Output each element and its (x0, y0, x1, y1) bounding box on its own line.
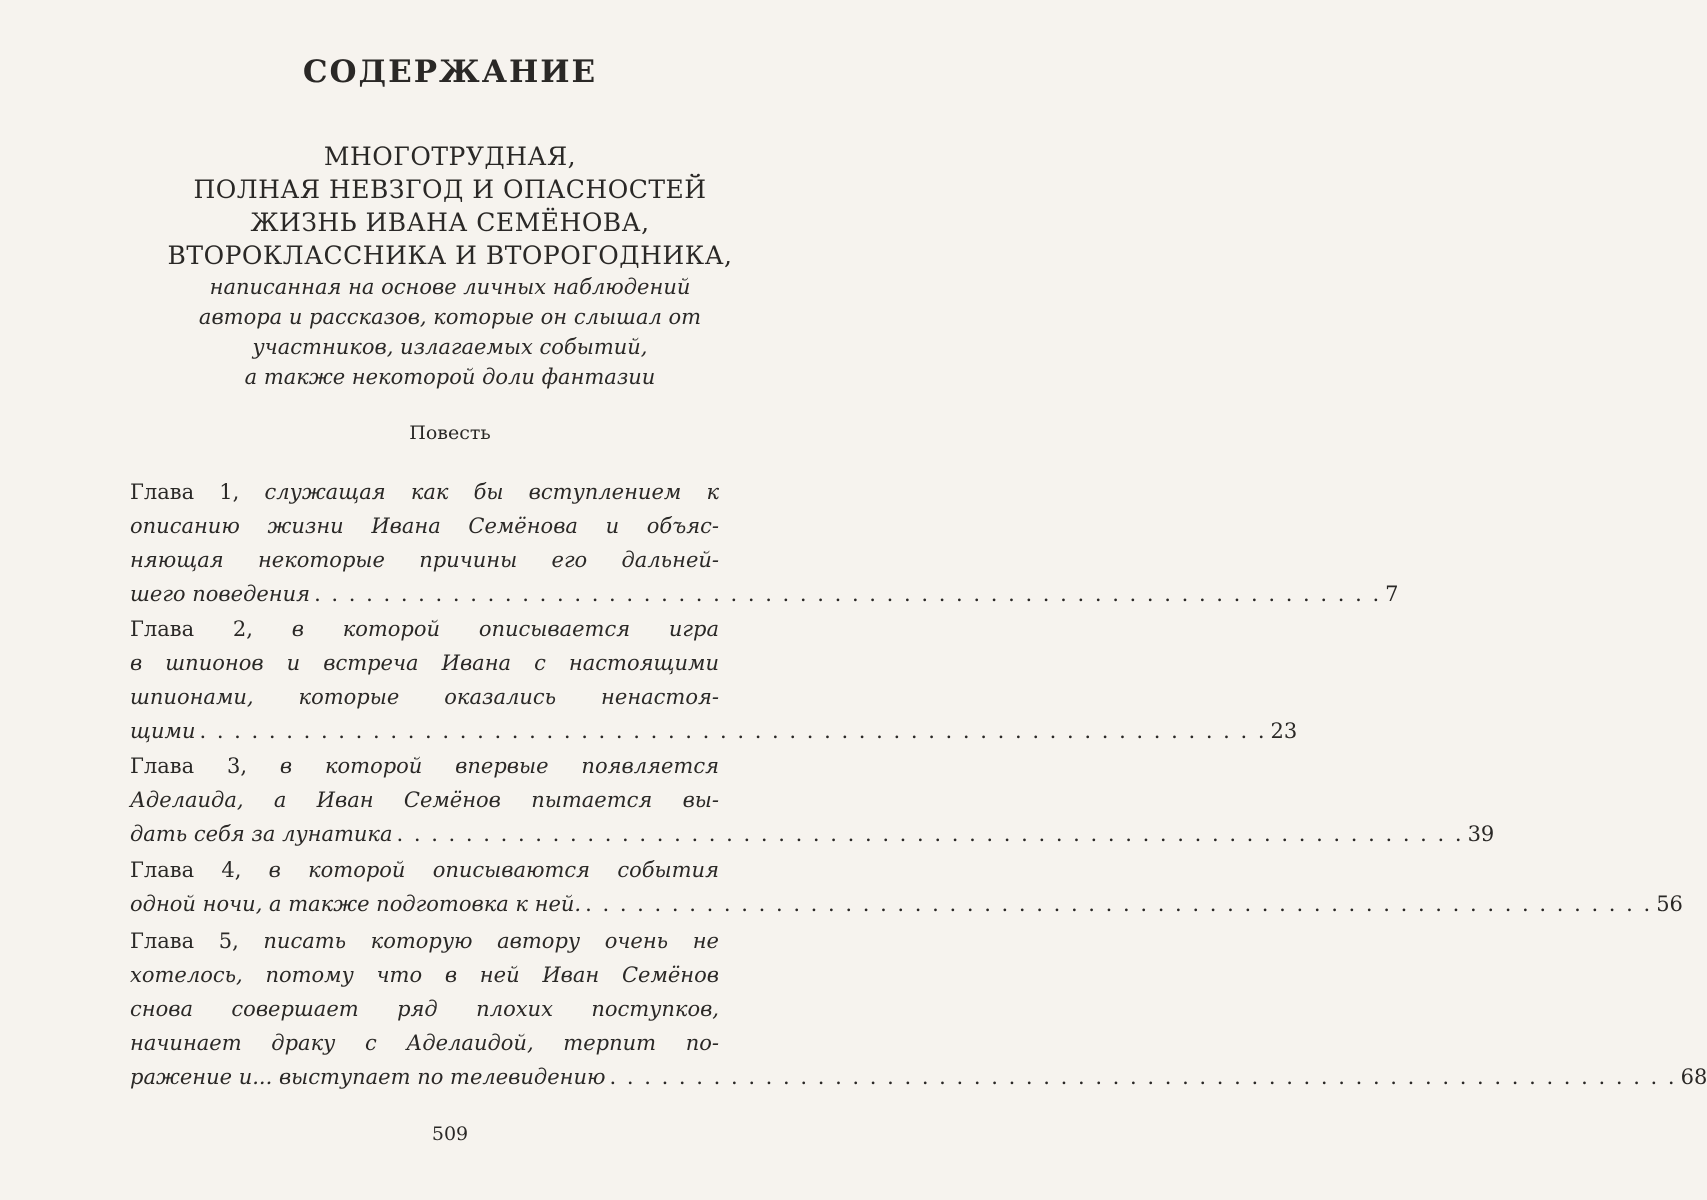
toc-entry-chapter-3 (130, 749, 1495, 851)
chapter-label: Глава 2, (130, 617, 253, 641)
genre-label: Повесть (409, 422, 491, 444)
toc-entry-chapter-4 (130, 853, 1683, 921)
book-subtitle (0, 272, 900, 392)
toc-line (130, 612, 719, 646)
chapter-label: Глава 5, (130, 929, 239, 953)
toc-line (130, 958, 719, 992)
chapter-description: щими (130, 719, 196, 743)
chapter-description: в которой описываются события (268, 858, 719, 882)
toc-line (130, 646, 719, 680)
toc-line (130, 1060, 1707, 1094)
leader-dots: . . . . . . . . . . . . . . . . . . . . . . . . . . . . . . . . . . . . . . . . . . . . . . . . . . . . . . . . . . . . . . (396, 822, 1464, 846)
leader-dots: . . . . . . . . . . . . . . . . . . . . . . . . . . . . . . . . . . . . . . . . . . . . . . . . . . . . . . . . . . . . . . (314, 582, 1382, 606)
toc-line (130, 853, 719, 887)
leader-dots: . . . . . . . . . . . . . . . . . . . . . . . . . . . . . . . . . . . . . . . . . . . . . . . . . . . . . . . . . . . . . . (199, 719, 1267, 743)
chapter-label: Глава 4, (130, 858, 242, 882)
subtitle-line: а также некоторой доли фантазии (244, 365, 656, 389)
chapter-page-number: 68 (1680, 1065, 1707, 1089)
book-title-line: ЖИЗНЬ ИВАНА СЕМЁНОВА, (250, 208, 650, 237)
toc-entry-chapter-2 (130, 612, 1298, 748)
chapter-description: шпионами, которые оказались ненастоя- (130, 685, 719, 709)
chapter-description: шего поведения (130, 582, 311, 606)
chapter-description: писать которую автору очень не (263, 929, 719, 953)
toc-line (130, 1026, 719, 1060)
chapter-description: начинает драку с Аделаидой, терпит по- (130, 1031, 719, 1055)
chapter-page-number: 39 (1467, 822, 1495, 846)
toc-line (130, 680, 719, 714)
chapter-description: снова совершает ряд плохих поступков, (130, 997, 719, 1021)
toc-line (130, 817, 1495, 851)
chapter-page-number: 7 (1385, 582, 1399, 606)
toc-line (130, 924, 719, 958)
chapter-description: описанию жизни Ивана Семёнова и объяс- (130, 514, 719, 538)
book-title-line: МНОГОТРУДНАЯ, (323, 142, 577, 171)
subtitle-line: написанная на основе личных наблюдений (209, 275, 691, 299)
toc-line (130, 509, 719, 543)
chapter-description: в которой впервые появляется (279, 754, 719, 778)
chapter-description: дать себя за лунатика (130, 822, 393, 846)
toc-entry-chapter-1 (130, 475, 1399, 611)
chapter-description: Аделаида, а Иван Семёнов пытается вы- (130, 788, 719, 812)
leader-dots: . . . . . . . . . . . . . . . . . . . . . . . . . . . . . . . . . . . . . . . . . . . . . . . . . . . . . . . . . . . . . . (609, 1065, 1677, 1089)
chapter-description: хотелось, потому что в ней Иван Семёнов (130, 963, 719, 987)
chapter-description: няющая некоторые причины его дальней- (130, 548, 719, 572)
page-number-folio: 509 (431, 1123, 469, 1145)
contents-heading: СОДЕРЖАНИЕ (302, 54, 598, 90)
book-title-line: ПОЛНАЯ НЕВЗГОД И ОПАСНОСТЕЙ (193, 175, 707, 204)
toc-line (130, 714, 1298, 748)
chapter-page-number: 56 (1656, 892, 1683, 916)
chapter-page-number: 23 (1270, 719, 1298, 743)
chapter-description: в которой описывается игра (291, 617, 719, 641)
toc-line (130, 749, 719, 783)
chapter-description: служащая как бы вступлением к (264, 480, 719, 504)
book-title-line: ВТОРОКЛАССНИКА И ВТОРОГОДНИКА, (167, 241, 733, 270)
chapter-label: Глава 3, (130, 754, 248, 778)
toc-line (130, 783, 719, 817)
toc-line (130, 992, 719, 1026)
toc-line (130, 577, 1399, 611)
toc-line (130, 543, 719, 577)
chapter-description: ражение и... выступает по телевидению (130, 1065, 606, 1089)
subtitle-line: участников, излагаемых событий, (252, 335, 648, 359)
chapter-description: одной ночи, а также подготовка к ней. (130, 892, 582, 916)
toc-line (130, 887, 1683, 921)
leader-dots: . . . . . . . . . . . . . . . . . . . . . . . . . . . . . . . . . . . . . . . . . . . . . . . . . . . . . . . . . . . . . . (585, 892, 1653, 916)
toc-entry-chapter-5 (130, 924, 1707, 1094)
book-title (0, 140, 900, 272)
chapter-label: Глава 1, (130, 480, 240, 504)
toc-line (130, 475, 719, 509)
subtitle-line: автора и рассказов, которые он слышал от (198, 305, 702, 329)
chapter-description: в шпионов и встреча Ивана с настоящими (130, 651, 719, 675)
